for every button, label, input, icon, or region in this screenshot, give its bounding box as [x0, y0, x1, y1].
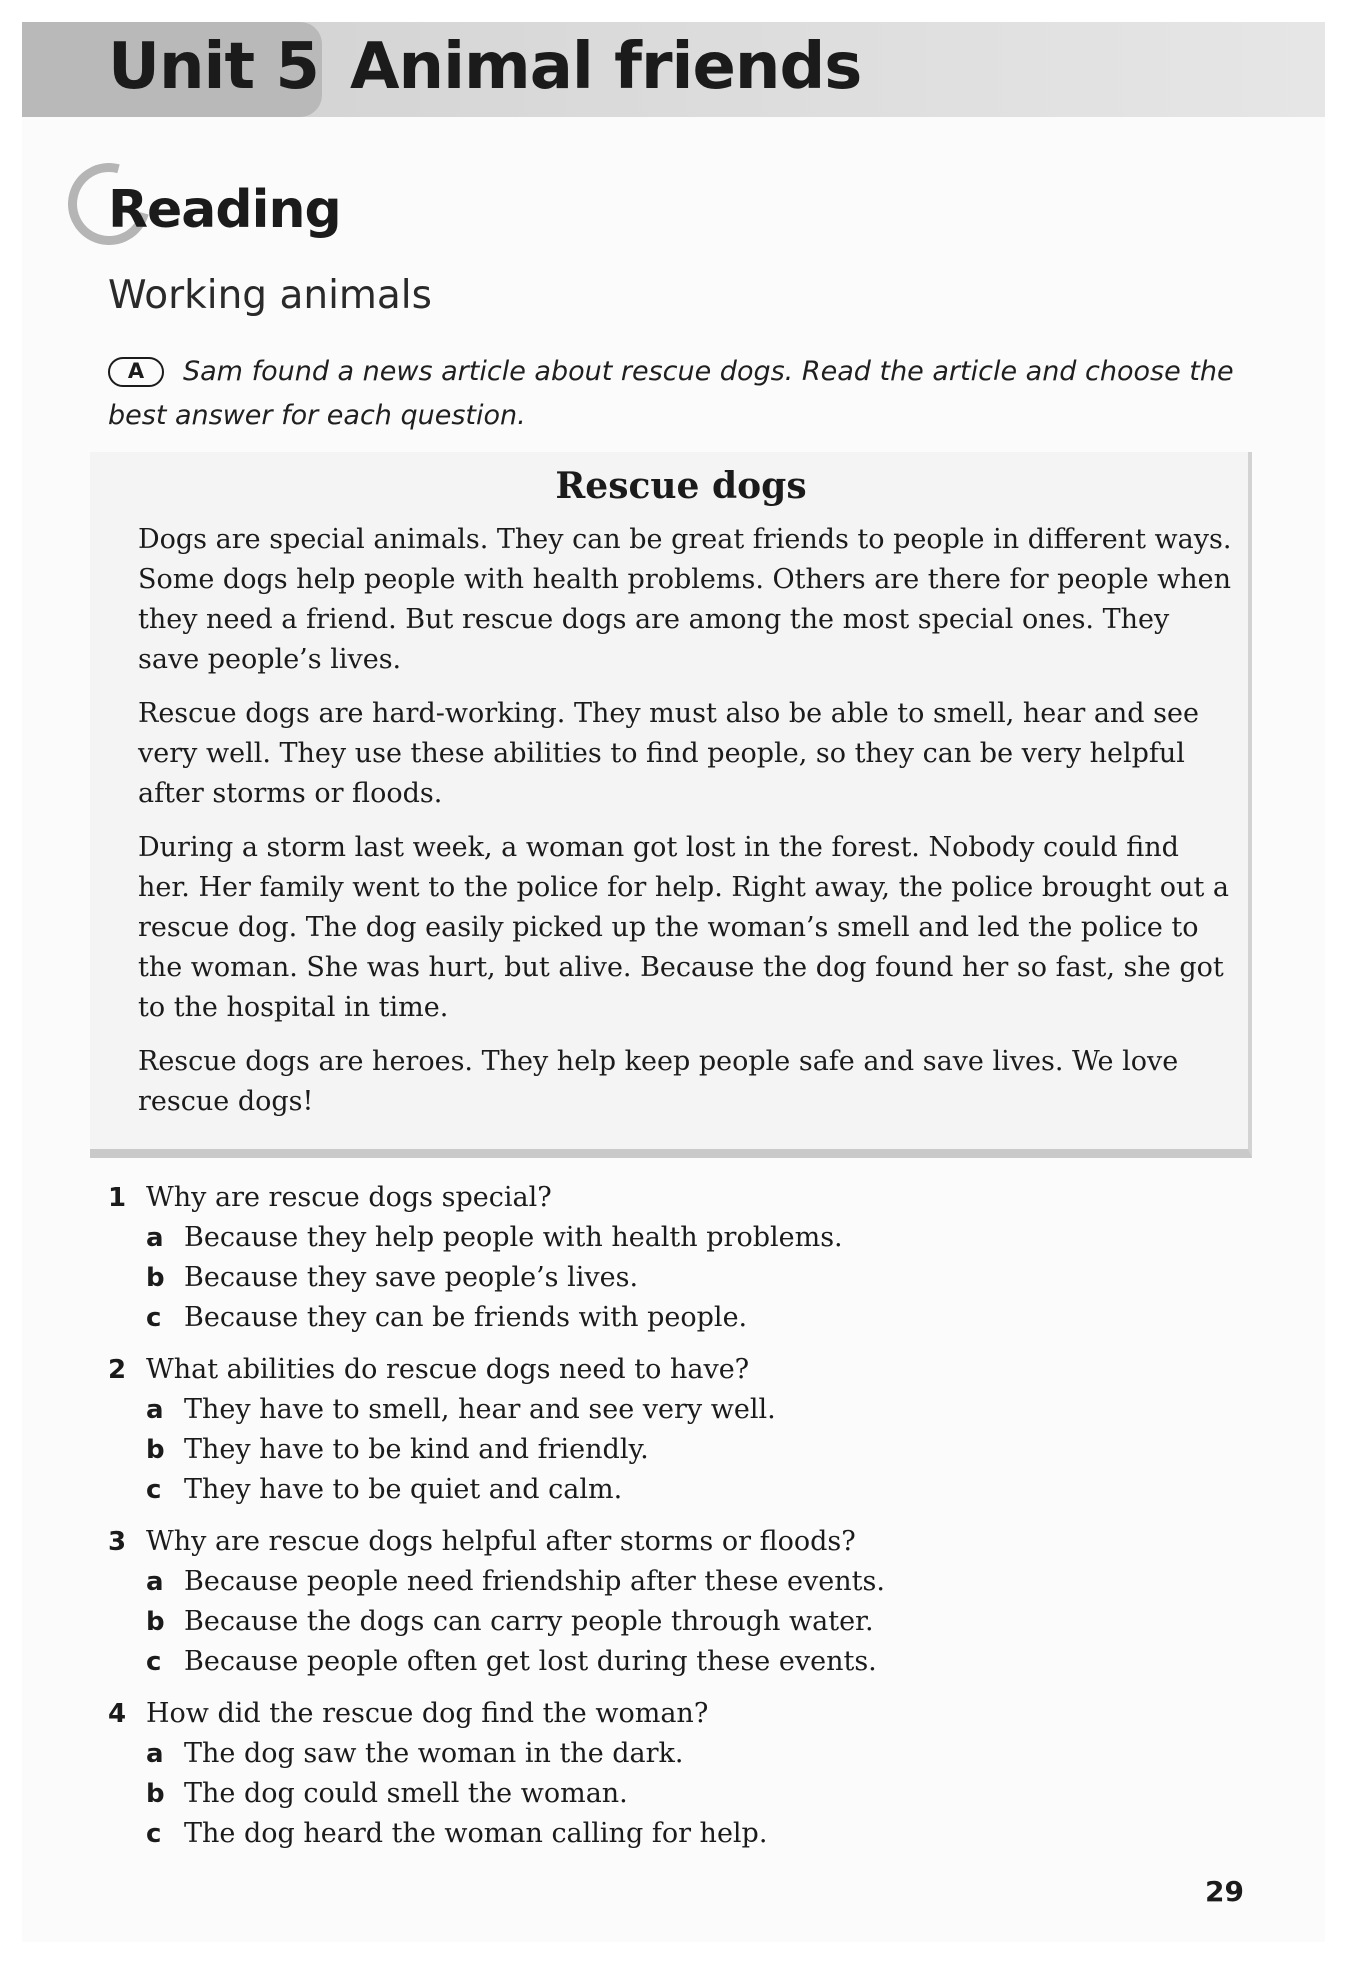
question-text: Why are rescue dogs special?	[146, 1182, 552, 1213]
article-body	[138, 520, 1238, 1136]
option-text: Because people need friendship after these events.	[184, 1566, 885, 1597]
option-letter: b	[146, 1779, 165, 1809]
option-letter: b	[146, 1263, 165, 1293]
unit-title: Animal friends	[350, 30, 862, 104]
answer-option[interactable]	[108, 1298, 1258, 1338]
answer-option[interactable]	[108, 1218, 1258, 1258]
task-badge: A	[108, 357, 164, 387]
option-letter: a	[146, 1223, 164, 1253]
answer-option[interactable]	[108, 1814, 1258, 1854]
option-letter: c	[146, 1819, 162, 1849]
option-text: Because they help people with health problems.	[184, 1222, 843, 1253]
section-heading: Reading	[108, 180, 341, 240]
answer-option[interactable]	[108, 1390, 1258, 1430]
answer-option[interactable]	[108, 1470, 1258, 1510]
answer-option[interactable]	[108, 1642, 1258, 1682]
answer-option[interactable]	[108, 1562, 1258, 1602]
article-paragraph: Rescue dogs are heroes. They help keep people safe and save lives. We love rescue dogs!	[138, 1046, 1179, 1117]
article-paragraph: Dogs are special animals. They can be great friends to people in different ways. Some dogs help people with health problems. Others are there for people when they need a friend. But rescue dogs are among the most special ones. They save people’s lives.	[138, 524, 1232, 675]
option-text: They have to be quiet and calm.	[184, 1474, 623, 1505]
option-text: Because they save people’s lives.	[184, 1262, 639, 1293]
question-list	[108, 1178, 1258, 1866]
question-number: 1	[108, 1183, 127, 1213]
option-text: They have to smell, hear and see very well.	[184, 1394, 776, 1425]
option-letter: c	[146, 1303, 162, 1333]
question-2	[108, 1350, 1258, 1510]
question-1	[108, 1178, 1258, 1338]
option-text: Because they can be friends with people.	[184, 1302, 748, 1333]
option-text: Because the dogs can carry people through water.	[184, 1606, 874, 1637]
question-number: 2	[108, 1355, 127, 1385]
task-instruction: Sam found a news article about rescue dogs. Read the article and choose the best answer for each question.	[108, 356, 1234, 431]
question-text: What abilities do rescue dogs need to have?	[146, 1354, 750, 1385]
article-paragraph: During a storm last week, a woman got lost in the forest. Nobody could find her. Her family went to the police for help. Right away, the police brought out a rescue dog. The dog easily picked up the woman’s smell and led the police to the woman. She was hurt, but alive. Because the dog found her so fast, she got to the hospital in time.	[138, 832, 1229, 1023]
question-3	[108, 1522, 1258, 1682]
option-text: The dog heard the woman calling for help.	[184, 1818, 768, 1849]
option-letter: b	[146, 1607, 165, 1637]
section-subheading: Working animals	[108, 273, 432, 318]
option-letter: c	[146, 1647, 162, 1677]
option-text: The dog saw the woman in the dark.	[184, 1738, 684, 1769]
question-number: 3	[108, 1527, 127, 1557]
answer-option[interactable]	[108, 1430, 1258, 1470]
answer-option[interactable]	[108, 1774, 1258, 1814]
question-text: Why are rescue dogs helpful after storms or floods?	[146, 1526, 856, 1557]
option-text: They have to be kind and friendly.	[184, 1434, 649, 1465]
answer-option[interactable]	[108, 1734, 1258, 1774]
article-paragraph: Rescue dogs are hard-working. They must also be able to smell, hear and see very well. They use these abilities to find people, so they can be very helpful after storms or floods.	[138, 698, 1199, 809]
option-text: Because people often get lost during these events.	[184, 1646, 877, 1677]
article-title: Rescue dogs	[555, 465, 807, 507]
option-letter: a	[146, 1739, 164, 1769]
unit-label: Unit 5	[108, 30, 319, 104]
question-number: 4	[108, 1699, 127, 1729]
option-letter: a	[146, 1567, 164, 1597]
answer-option[interactable]	[108, 1602, 1258, 1642]
question-text: How did the rescue dog find the woman?	[146, 1698, 709, 1729]
page-number: 29	[1205, 1875, 1244, 1908]
option-letter: b	[146, 1435, 165, 1465]
option-letter: a	[146, 1395, 164, 1425]
question-4	[108, 1694, 1258, 1854]
option-letter: c	[146, 1475, 162, 1505]
option-text: The dog could smell the woman.	[184, 1778, 628, 1809]
answer-option[interactable]	[108, 1258, 1258, 1298]
